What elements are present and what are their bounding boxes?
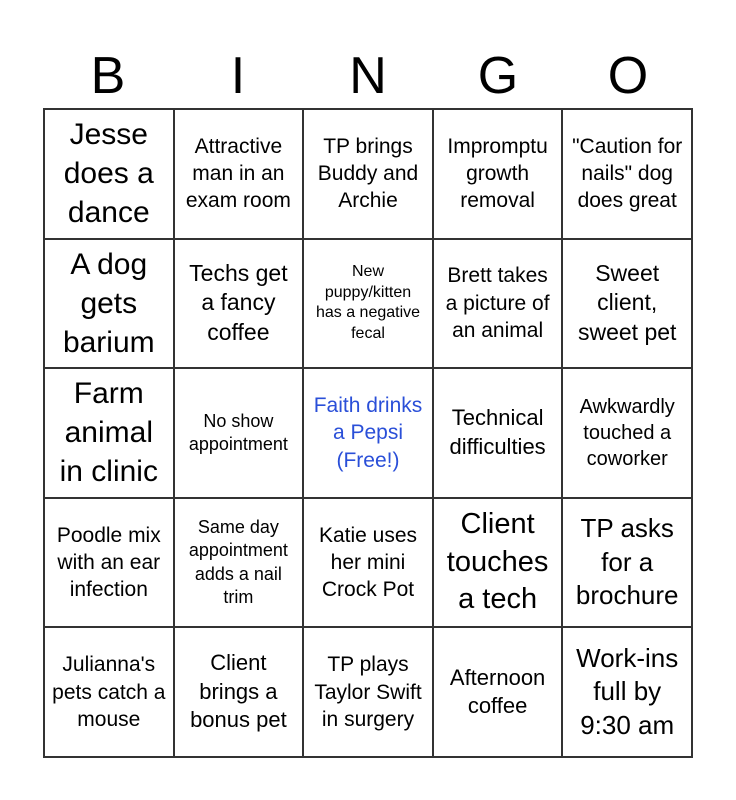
bingo-cell[interactable]: Technical difficulties xyxy=(433,368,563,498)
bingo-cell[interactable]: TP brings Buddy and Archie xyxy=(303,109,433,239)
bingo-cell[interactable]: No show appointment xyxy=(174,368,304,498)
bingo-cell[interactable]: "Caution for nails" dog does great xyxy=(562,109,692,239)
bingo-cell[interactable]: Jesse does a dance xyxy=(44,109,174,239)
bingo-cell[interactable]: Awkwardly touched a coworker xyxy=(562,368,692,498)
bingo-cell[interactable]: Client brings a bonus pet xyxy=(174,627,304,757)
bingo-cell[interactable]: Katie uses her mini Crock Pot xyxy=(303,498,433,628)
bingo-cell[interactable]: Julianna's pets catch a mouse xyxy=(44,627,174,757)
bingo-cell[interactable]: Attractive man in an exam room xyxy=(174,109,304,239)
bingo-cell[interactable]: Techs get a fancy coffee xyxy=(174,239,304,369)
bingo-cell[interactable]: A dog gets barium xyxy=(44,239,174,369)
bingo-cell[interactable]: Client touches a tech xyxy=(433,498,563,628)
bingo-cell[interactable]: TP plays Taylor Swift in surgery xyxy=(303,627,433,757)
header-letter-g: G xyxy=(477,47,519,105)
bingo-cell[interactable]: Poodle mix with an ear infection xyxy=(44,498,174,628)
bingo-cell[interactable]: Work-ins full by 9:30 am xyxy=(562,627,692,757)
bingo-cell[interactable]: Farm animal in clinic xyxy=(44,368,174,498)
bingo-cell[interactable]: Impromptu growth removal xyxy=(433,109,563,239)
free-space-cell[interactable]: Faith drinks a Pepsi (Free!) xyxy=(303,368,433,498)
header-letter-i: I xyxy=(230,47,246,105)
bingo-card-grid xyxy=(43,108,693,758)
bingo-cell[interactable]: Sweet client, sweet pet xyxy=(562,239,692,369)
bingo-cell[interactable]: Brett takes a picture of an animal xyxy=(433,239,563,369)
bingo-cell[interactable]: Afternoon coffee xyxy=(433,627,563,757)
header-letter-o: O xyxy=(607,47,649,105)
header-letter-n: N xyxy=(349,47,387,105)
bingo-header xyxy=(43,44,693,108)
bingo-cell[interactable]: New puppy/kitten has a negative fecal xyxy=(303,239,433,369)
bingo-cell[interactable]: Same day appointment adds a nail trim xyxy=(174,498,304,628)
bingo-cell[interactable]: TP asks for a brochure xyxy=(562,498,692,628)
header-letter-b: B xyxy=(90,47,126,105)
